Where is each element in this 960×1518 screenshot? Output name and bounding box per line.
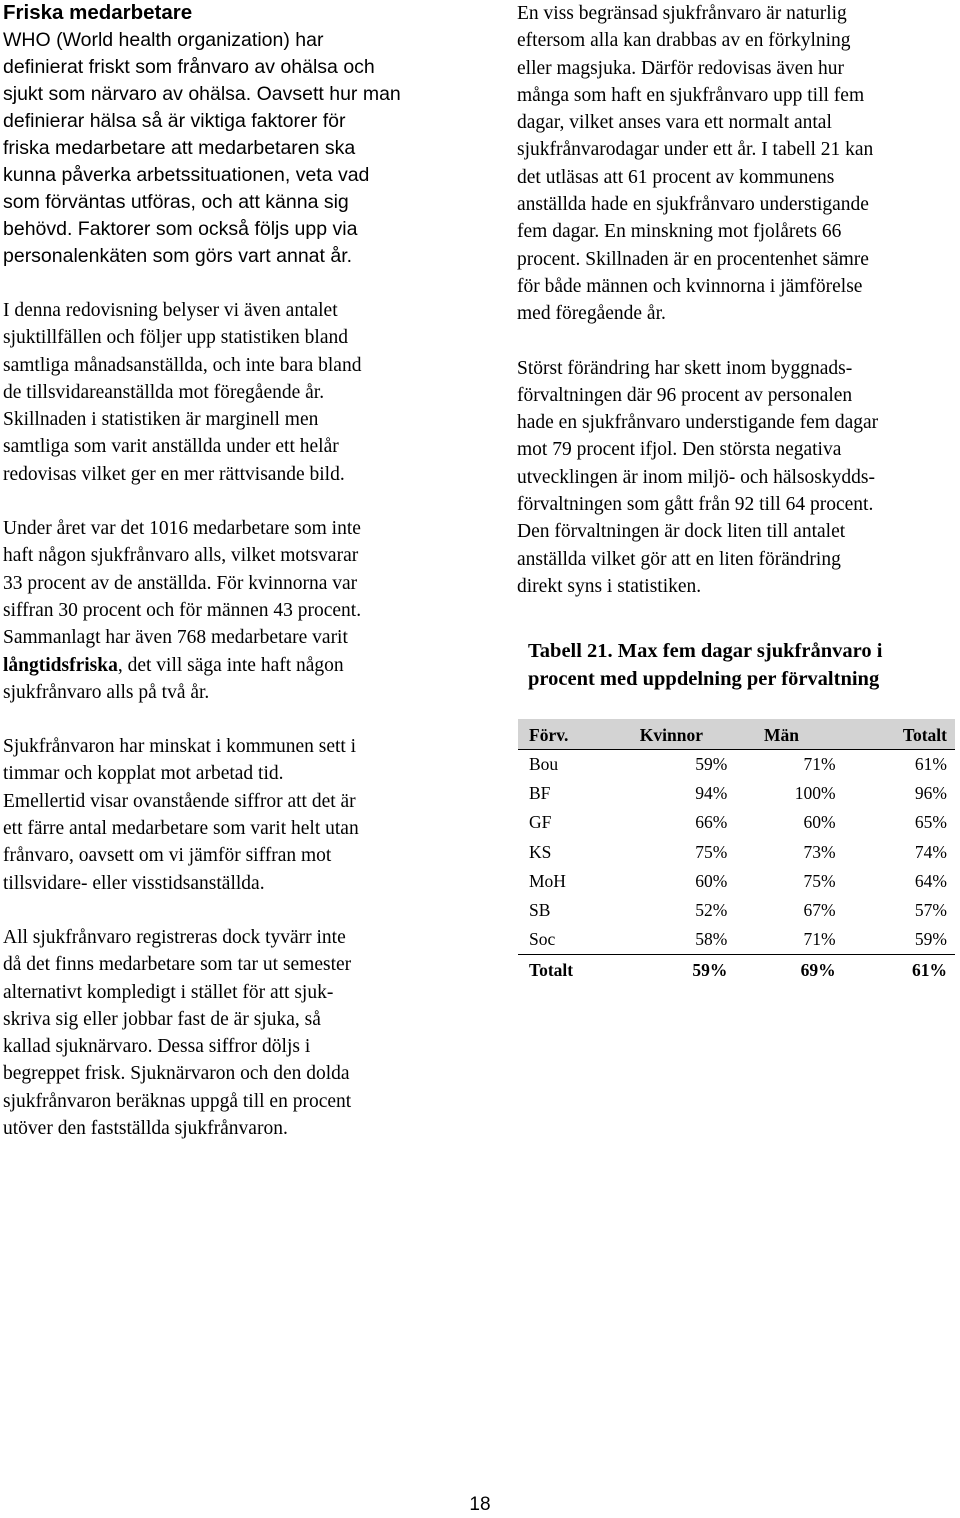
text-line: för både männen och kvinnorna i jämförelse (517, 275, 863, 297)
text-line: eftersom alla kan drabbas av en förkylning (517, 30, 851, 52)
text-line: Emellertid visar ovanstående siffror att det är (3, 790, 356, 812)
text-line: Sjukfrånvaron har minskat i kommunen sett i (3, 736, 357, 758)
text-line: fem dagar. En minskning mot fjolårets 66 (517, 221, 842, 243)
table-cell: 64% (914, 870, 947, 891)
text-fragment: , det vill säga inte haft någon (117, 654, 344, 676)
table-cell: 67% (803, 900, 836, 921)
text-line: skriva sig eller jobbar fast de är sjuka, så (3, 1008, 321, 1030)
table-total-row (518, 955, 955, 987)
table-caption (528, 637, 960, 693)
table-cell: 74% (914, 841, 947, 862)
table-cell: 66% (695, 812, 728, 833)
table-cell: SB (529, 900, 551, 921)
text-line: timmar och kopplat mot arbetad tid. (3, 763, 284, 785)
paragraph-byggnad (517, 355, 960, 601)
column-header: Totalt (836, 721, 955, 750)
text-line: kallad sjuknärvaro. Dessa siffror döljs i (3, 1036, 311, 1058)
table-cell: 96% (914, 783, 947, 804)
text-line: alternativt kompledigt i stället för att sjuk- (3, 981, 334, 1003)
text-line: många som haft en sjukfrånvaro upp till fem (517, 84, 865, 106)
paragraph-medarbetare (3, 515, 443, 706)
text-line: direkt syns i statistiken. (517, 575, 702, 597)
table-cell: 94% (695, 783, 728, 804)
table-cell: 75% (695, 841, 728, 862)
text-line: redovisas vilket ger en mer rättvisande bild. (3, 463, 345, 485)
text-line: I denna redovisning belyser vi även antalet (3, 300, 338, 321)
table-cell: Soc (529, 929, 556, 950)
text-line: Skillnaden i statistiken är marginell men (3, 409, 319, 431)
text-line: förvaltningen som gått från 92 till 64 procent. (517, 494, 874, 516)
text-line: som förväntas utföras, och att känna sig (3, 191, 349, 213)
text-line: siffran 30 procent och för männen 43 procent. (3, 599, 362, 621)
table-cell: BF (529, 783, 551, 804)
text-line: med föregående år. (517, 303, 666, 325)
text-line: anställda hade en sjukfrånvaro understigande (517, 194, 869, 216)
table-row (518, 838, 955, 867)
table-cell: MoH (529, 870, 566, 891)
text-line: Den förvaltningen är dock liten till antalet (517, 521, 846, 543)
table-cell: 60% (695, 870, 728, 891)
text-line: behövd. Faktorer som också följs upp via (3, 218, 358, 240)
absence-table (518, 719, 955, 986)
text-line: utvecklingen är inom miljö- och hälsoskydds- (517, 466, 875, 488)
text-line: det utläsas att 61 procent av kommunens (517, 166, 835, 188)
caption-line: Tabell 21. Max fem dagar sjukfrånvaro i (528, 640, 883, 663)
table-cell: Totalt (518, 955, 615, 987)
text-line: sjukfrånvaro alls på två år. (3, 681, 210, 703)
table-header-row (518, 721, 955, 750)
text-line: sjukfrånvaron beräknas uppgå till en procent (3, 1090, 352, 1112)
text-line: eller magsjuka. Därför redovisas även hur (517, 57, 845, 79)
text-line: anställda vilket gör att en liten förändring (517, 548, 841, 570)
text-line: Störst förändring har skett inom byggnads- (517, 357, 853, 379)
table-cell: 58% (695, 929, 728, 950)
text-line: sjuktillfällen och följer upp statistiken bland (3, 327, 348, 349)
paragraph-redovisning (3, 297, 443, 488)
table-cell: 60% (803, 812, 836, 833)
table-cell: GF (529, 812, 552, 833)
text-line: procent. Skillnaden är en procentenhet sämre (517, 248, 869, 270)
text-line: Sammanlagt har även 768 medarbetare varit (3, 627, 348, 649)
text-line: definierar hälsa så är viktiga faktorer för (3, 110, 346, 132)
text-line: En viss begränsad sjukfrånvaro är naturlig (517, 3, 847, 24)
column-header: Kvinnor (615, 721, 727, 750)
text-line: sjukfrånvarodagar under ett år. I tabell 21 kan (517, 139, 874, 161)
paragraph-who (3, 27, 443, 270)
table-cell: 69% (727, 955, 835, 987)
text-line: Under året var det 1016 medarbetare som inte (3, 518, 361, 540)
text-line: kunna påverka arbetssituationen, veta vad (3, 164, 370, 186)
bold-term: långtidsfriska (3, 654, 118, 676)
right-column (517, 0, 960, 693)
text-line: All sjukfrånvaro registreras dock tyvärr inte (3, 926, 346, 948)
text-line: sjukt som närvaro av ohälsa. Oavsett hur man (3, 83, 401, 105)
table-cell: 71% (803, 754, 836, 775)
left-column (3, 0, 443, 1142)
text-line: mot 79 procent ifjol. Den största negativa (517, 439, 842, 461)
text-line: dagar, vilket anses vara ett normalt antal (517, 112, 832, 134)
text-line: samtliga månadsanställda, och inte bara bland (3, 354, 362, 376)
text-line: definierat friskt som frånvaro av ohälsa och (3, 56, 375, 78)
text-line: då det finns medarbetare som tar ut semester (3, 954, 352, 976)
section-heading: Friska medarbetare (3, 1, 193, 24)
table-cell: 59% (615, 955, 727, 987)
text-line (3, 652, 443, 679)
table-cell: 100% (794, 783, 836, 804)
table-cell: 71% (803, 929, 836, 950)
column-header: Män (727, 721, 835, 750)
table-cell: Bou (529, 754, 559, 775)
text-line: samtliga som varit anställda under ett helår (3, 436, 339, 458)
text-line: förvaltningen där 96 procent av personalen (517, 384, 853, 406)
text-line: WHO (World health organization) har (3, 29, 324, 51)
table-row (518, 808, 955, 837)
table-cell: 65% (914, 812, 947, 833)
text-line: tillsvidare- eller visstidsanställda. (3, 872, 265, 894)
text-line: hade en sjukfrånvaro understigande fem dagar (517, 412, 879, 434)
text-line: friska medarbetare att medarbetaren ska (3, 137, 356, 159)
table-cell: 57% (914, 900, 947, 921)
text-line: haft någon sjukfrånvaro alls, vilket motsvarar (3, 545, 359, 567)
text-line: personalenkäten som görs vart annat år. (3, 245, 353, 267)
paragraph-sjukfranvaro (3, 733, 443, 897)
table-cell: 52% (695, 900, 728, 921)
table-cell: 59% (695, 754, 728, 775)
page-number: 18 (469, 1494, 491, 1515)
table-cell: 73% (803, 841, 836, 862)
text-line: begreppet frisk. Sjuknärvaron och den dolda (3, 1063, 350, 1085)
table-row (518, 867, 955, 896)
paragraph-begransad (517, 0, 960, 328)
caption-line: procent med uppdelning per förvaltning (528, 668, 880, 691)
table-cell: 61% (836, 955, 955, 987)
table-cell: 59% (914, 929, 947, 950)
column-header: Förv. (518, 721, 615, 750)
table-row (518, 896, 955, 925)
text-line: utöver den fastställda sjukfrånvaron. (3, 1118, 288, 1140)
table-row (518, 925, 955, 955)
table-cell: 75% (803, 870, 836, 891)
paragraph-sjuknarvaro (3, 924, 443, 1142)
table-row (518, 779, 955, 808)
text-line: de tillsvidareanställda mot föregående år. (3, 381, 325, 403)
text-line: frånvaro, oavsett om vi jämför siffran mot (3, 845, 332, 867)
table-cell: 61% (914, 754, 947, 775)
table-cell: KS (529, 841, 552, 862)
text-line: 33 procent av de anställda. För kvinnorna var (3, 572, 358, 594)
table-row (518, 750, 955, 780)
text-line: ett färre antal medarbetare som varit helt utan (3, 818, 359, 840)
